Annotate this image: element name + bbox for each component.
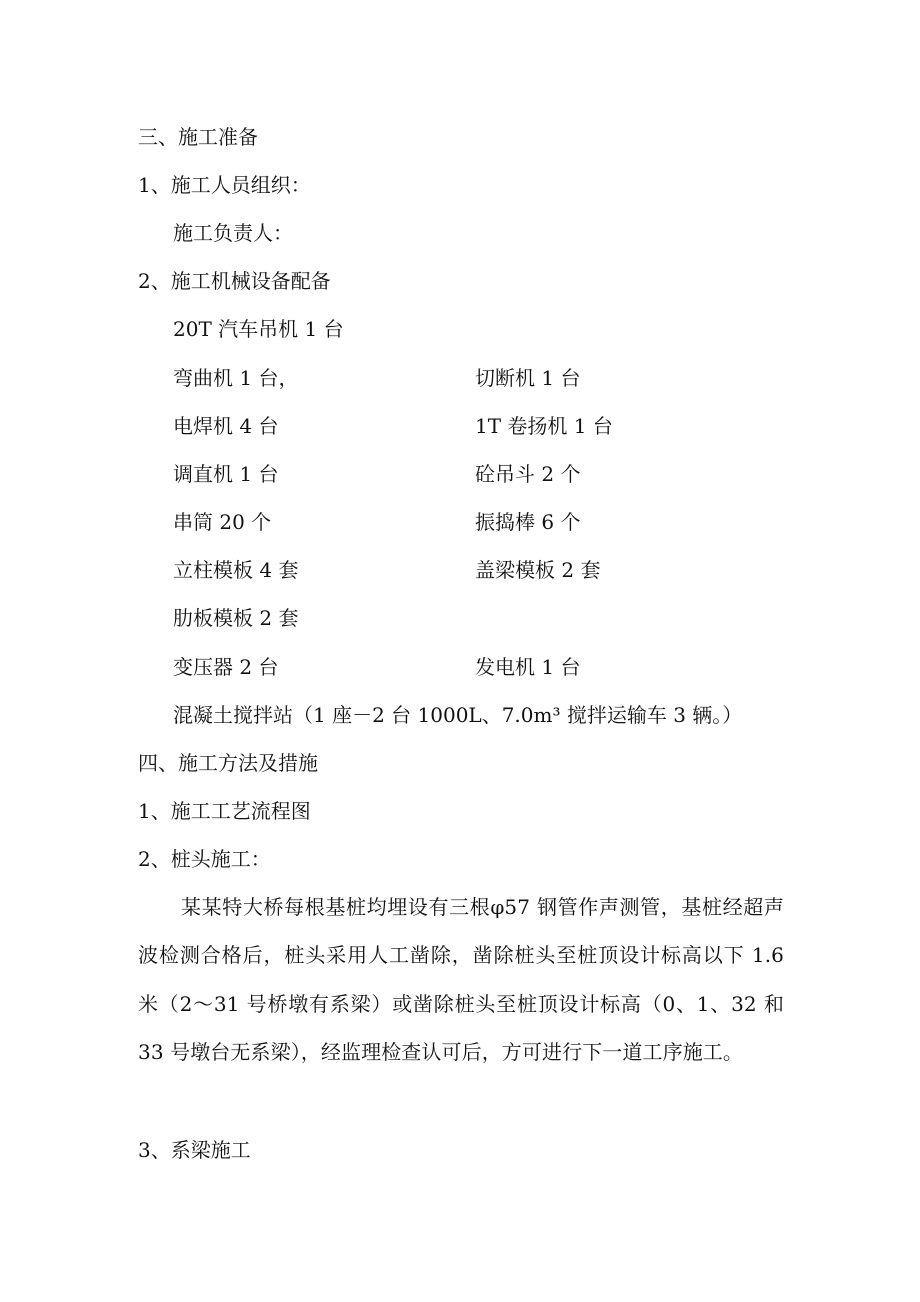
item-equipment-heading: 2、施工机械设备配备	[138, 269, 331, 293]
equipment-crane: 20T 汽车吊机 1 台	[173, 317, 344, 341]
equipment-left: 串筒 20 个	[173, 510, 272, 534]
mixing-station: 混凝土搅拌站（1 座－2 台 1000L、7.0m³ 搅拌运输车 3 辆。）	[173, 703, 743, 727]
item-tie-beam-heading: 3、系梁施工	[138, 1138, 251, 1162]
personnel-lead: 施工负责人：	[173, 221, 293, 245]
equipment-left: 立柱模板 4 套	[173, 558, 299, 582]
equipment-left: 弯曲机 1 台，	[173, 366, 299, 390]
equipment-right: 发电机 1 台	[475, 655, 581, 679]
pile-head-paragraph: 某某特大桥每根基桩均埋设有三根φ57 钢管作声测管，基桩经超声波检测合格后，桩头采用人工凿除，凿除桩头至桩顶设计标高以下 1.6 米（2～31 号桥墩有系梁）或凿除桩头至桩顶设计标高（0、1、32 和 33 号墩台无系梁），经监理检查认可后，方可进行下一道工序施工。	[138, 895, 784, 1064]
equipment-left: 变压器 2 台	[173, 655, 279, 679]
item-flowchart-heading: 1、施工工艺流程图	[138, 799, 311, 823]
equipment-right: 1T 卷扬机 1 台	[475, 414, 613, 438]
equipment-right: 盖梁模板 2 套	[475, 558, 601, 582]
item-personnel-heading: 1、施工人员组织：	[138, 173, 311, 197]
equipment-right: 振捣棒 6 个	[475, 510, 581, 534]
equipment-left: 电焊机 4 台	[173, 414, 279, 438]
item-pile-head-heading: 2、桩头施工：	[138, 847, 271, 871]
equipment-left: 肋板模板 2 套	[173, 606, 299, 630]
equipment-left: 调直机 1 台	[173, 462, 279, 486]
equipment-right: 砼吊斗 2 个	[475, 462, 581, 486]
section-4-heading: 四、施工方法及措施	[138, 751, 318, 775]
equipment-right: 切断机 1 台	[475, 366, 581, 390]
section-3-heading: 三、施工准备	[138, 125, 258, 149]
